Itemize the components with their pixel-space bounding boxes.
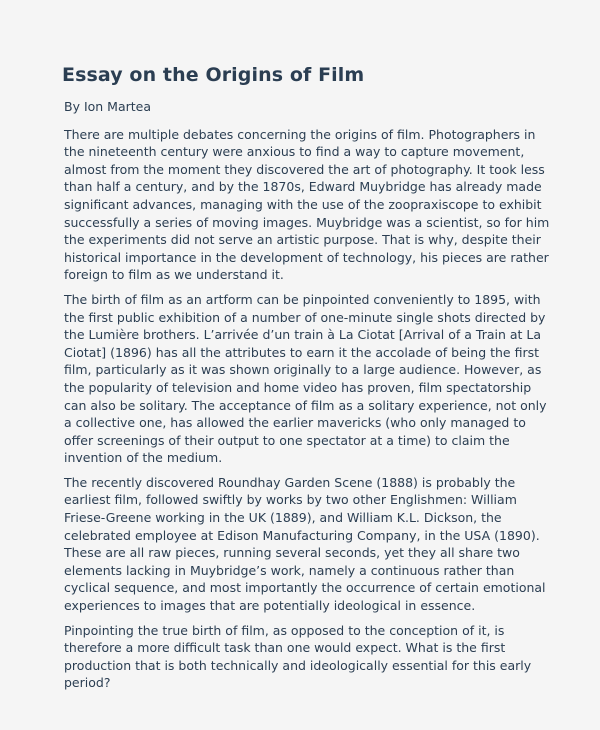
paragraph-1: There are multiple debates concerning the origins of film. Photographers in the nineteenth century were anxious to find a way to capture movement, almost from the moment they discovered the art of photography. It took less than half a century, and by the 1870s, Edward Muybridge has already made significant advances, managing with the use of the zoopraxiscope to exhibit successfully a series of moving images. Muybridge was a scientist, so for him the experiments did not serve an artistic purpose. That is why, despite their historical importance in the development of technology, his pieces are rather foreign to film as we understand it. [64, 126, 550, 283]
paragraph-3: The recently discovered Roundhay Garden Scene (1888) is probably the earliest film, followed swiftly by works by two other Englishmen: William Friese-Greene working in the UK (1889), and William K.L. Dickson, the celebrated employee at Edison Manufacturing Company, in the USA (1890). These are all raw pieces, running several seconds, yet they all share two elements lacking in Muybridge’s work, namely a continuous rather than cyclical sequence, and most importantly the occurrence of certain emotional experiences to images that are potentially ideological in essence. [64, 474, 546, 614]
paragraph-2: The birth of film as an artform can be pinpointed conveniently to 1895, with the first public exhibition of a number of one-minute single shots directed by the Lumière brothers. L’arrivée d’un train à La Ciotat [Arrival of a Train at La Ciotat] (1896) has all the attributes to earn it the accolade of being the first film, particularly as it was shown originally to a large audience. However, as the popularity of television and home video has proven, film spectatorship can also be solitary. The acceptance of film as a solitary experience, not only a collective one, has allowed the earlier mavericks (who only managed to offer screenings of their output to one spectator at a time) to claim the invention of the medium. [64, 291, 547, 466]
author-byline: By Ion Martea [64, 99, 152, 114]
paragraph-4: Pinpointing the true birth of film, as opposed to the conception of it, is therefore a more difficult task than one would expect. What is the first production that is both technically and ideologically essential for this early period? [64, 622, 532, 691]
essay-title: Essay on the Origins of Film [62, 64, 365, 86]
